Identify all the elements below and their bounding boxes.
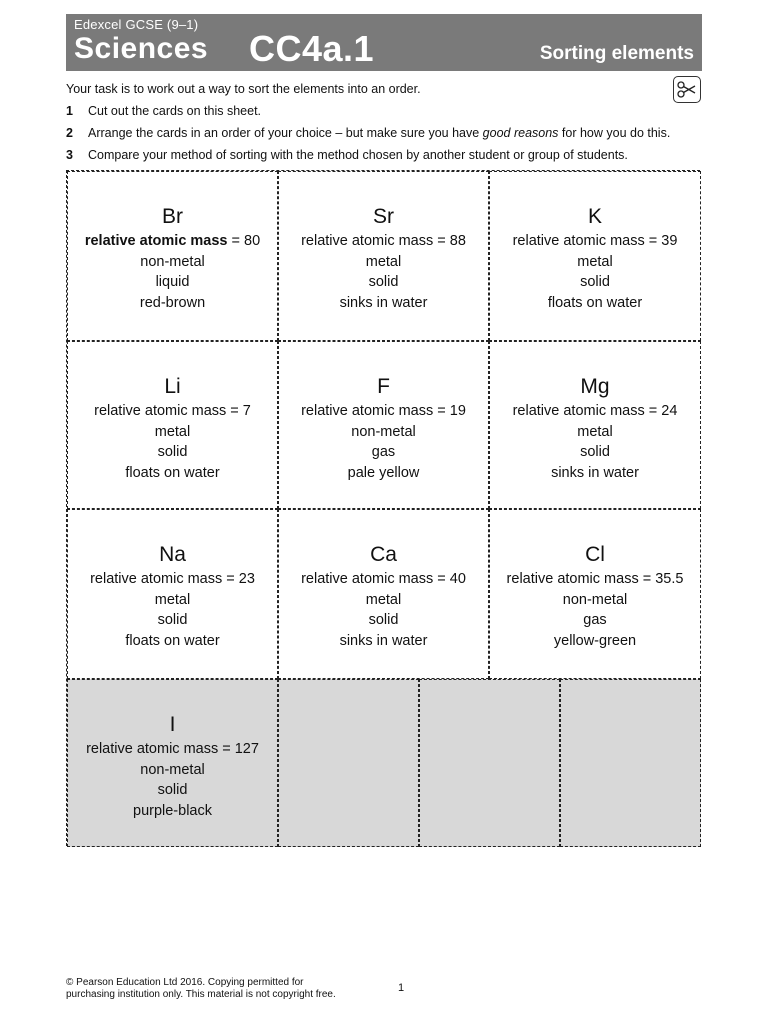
step-number: 2 <box>66 126 73 140</box>
mass-line <box>68 401 277 422</box>
element-symbol: Mg <box>580 375 610 398</box>
mass-label: relative atomic mass <box>94 403 227 419</box>
element-state: solid <box>368 274 399 290</box>
mass-line <box>68 569 277 590</box>
element-property: floats on water <box>125 464 220 481</box>
element-state: solid <box>580 444 610 460</box>
mass-line <box>490 401 700 422</box>
mass-value: = 23 <box>222 571 255 587</box>
element-property: pale yellow <box>347 464 420 481</box>
element-type: non-metal <box>140 253 205 270</box>
step-text: Arrange the cards in an order of your choice – but make sure you have <box>88 126 483 140</box>
element-card-ca[interactable] <box>278 509 489 679</box>
step-emphasis: good reasons <box>482 126 559 140</box>
copyright-line: © Pearson Education Ltd 2016. Copying permitted for <box>66 977 304 988</box>
element-property: purple-black <box>133 802 212 819</box>
mass-label: relative atomic mass <box>301 571 434 587</box>
mass-label: relative atomic mass <box>84 233 228 249</box>
element-symbol: K <box>587 205 602 228</box>
mass-label: relative atomic mass <box>86 741 219 757</box>
mass-line <box>279 401 488 422</box>
mass-label: relative atomic mass <box>512 233 645 249</box>
element-type: metal <box>365 253 402 270</box>
element-card-li[interactable] <box>67 341 278 509</box>
element-type: non-metal <box>351 423 416 440</box>
element-type: metal <box>365 591 402 608</box>
subject-title: Sciences <box>74 32 209 65</box>
series-label: Edexcel GCSE (9–1) <box>74 17 199 32</box>
element-symbol: Cl <box>585 543 605 566</box>
card-grid <box>66 170 700 846</box>
element-property: floats on water <box>125 632 220 649</box>
mass-label: relative atomic mass <box>90 571 223 587</box>
mass-value: = 24 <box>644 403 678 419</box>
step-1 <box>66 104 261 118</box>
copyright-line: purchasing institution only. This material is not copyright free. <box>66 989 336 1000</box>
step-text-end: for how you do this. <box>558 126 671 140</box>
element-card-k[interactable] <box>489 171 701 341</box>
step-text: Compare your method of sorting with the method chosen by another student or group of students. <box>88 148 628 162</box>
element-state: solid <box>580 274 610 290</box>
element-symbol: Na <box>159 543 186 566</box>
mass-label: relative atomic mass <box>512 403 645 419</box>
element-type: metal <box>577 423 613 440</box>
step-number: 3 <box>66 148 73 162</box>
element-state: gas <box>371 444 396 460</box>
header-banner <box>66 14 702 71</box>
scissors-icon <box>673 76 701 103</box>
step-2 <box>66 126 670 140</box>
element-card-f[interactable] <box>278 341 489 509</box>
mass-value: = 80 <box>227 233 261 249</box>
element-property: sinks in water <box>551 464 639 481</box>
element-type: non-metal <box>562 591 628 608</box>
element-card-mg[interactable] <box>489 341 701 509</box>
element-property: sinks in water <box>339 294 428 311</box>
element-symbol: Li <box>164 375 181 398</box>
task-intro: Your task is to work out a way to sort the elements into an order. <box>66 82 421 96</box>
mass-value: = 7 <box>226 403 251 419</box>
element-state: solid <box>157 612 188 628</box>
mass-label: relative atomic mass <box>506 571 639 587</box>
page-number: 1 <box>398 982 405 994</box>
mass-value: = 127 <box>218 741 259 757</box>
step-number: 1 <box>66 104 73 118</box>
mass-line <box>279 231 488 252</box>
step-3 <box>66 148 628 162</box>
element-property: yellow-green <box>553 632 637 649</box>
blank-card <box>278 679 419 847</box>
mass-value: = 39 <box>644 233 678 249</box>
element-type: metal <box>154 591 191 608</box>
blank-card <box>419 679 560 847</box>
element-type: metal <box>154 423 191 440</box>
worksheet-code: CC4a.1 <box>249 28 375 69</box>
element-symbol: Ca <box>370 543 397 566</box>
element-state: solid <box>368 612 399 628</box>
element-state: liquid <box>155 274 190 290</box>
mass-line <box>68 231 277 252</box>
element-card-i[interactable] <box>67 679 278 847</box>
step-text: Cut out the cards on this sheet. <box>88 104 262 118</box>
element-card-cl[interactable] <box>489 509 701 679</box>
element-state: solid <box>157 444 188 460</box>
mass-value: = 35.5 <box>638 571 684 587</box>
element-symbol: Br <box>162 205 183 228</box>
element-type: non-metal <box>140 761 205 778</box>
element-card-na[interactable] <box>67 509 278 679</box>
element-symbol: Sr <box>373 205 394 228</box>
element-card-br[interactable] <box>67 171 278 341</box>
mass-line <box>490 569 700 590</box>
mass-label: relative atomic mass <box>301 233 434 249</box>
element-card-sr[interactable] <box>278 171 489 341</box>
mass-label: relative atomic mass <box>301 403 434 419</box>
element-symbol: I <box>169 713 176 736</box>
topic-title: Sorting elements <box>539 43 694 64</box>
blank-card <box>560 679 701 847</box>
mass-value: = 88 <box>433 233 466 249</box>
mass-line <box>490 231 700 252</box>
element-type: metal <box>577 253 613 270</box>
element-property: red-brown <box>139 294 206 311</box>
element-property: floats on water <box>547 294 643 311</box>
element-state: gas <box>583 612 607 628</box>
element-symbol: F <box>377 375 390 398</box>
mass-line <box>68 739 277 760</box>
mass-value: = 19 <box>433 403 466 419</box>
mass-line <box>279 569 488 590</box>
element-property: sinks in water <box>339 632 428 649</box>
mass-value: = 40 <box>433 571 466 587</box>
copyright-footer <box>66 977 366 1001</box>
element-state: solid <box>157 782 188 798</box>
